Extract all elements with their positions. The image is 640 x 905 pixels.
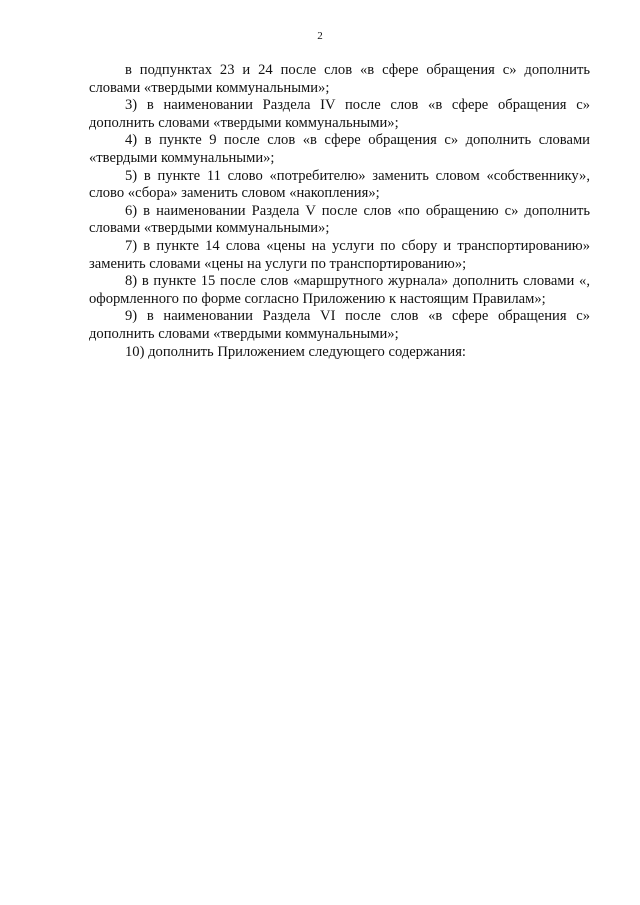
page-number: 2	[317, 30, 323, 42]
paragraph-item-3: 3) в наименовании Раздела IV после слов «в сфере обращения с» дополнить словами «твердыми коммунальными»;	[89, 97, 590, 131]
paragraph-item-10: 10) дополнить Приложением следующего содержания:	[125, 343, 466, 360]
document-body	[89, 62, 590, 361]
paragraph-item-9: 9) в наименовании Раздела VI после слов «в сфере обращения с» дополнить словами «твердыми коммунальными»;	[89, 308, 590, 342]
paragraph-item-6: 6) в наименовании Раздела V после слов «по обращению с» дополнить словами «твердыми коммунальными»;	[89, 202, 590, 237]
paragraph-item-4: 4) в пункте 9 после слов «в сфере обращения с» дополнить словами «твердыми коммунальными»;	[89, 132, 590, 166]
paragraph-item-7: 7) в пункте 14 слова «цены на услуги по сбору и транспортированию» заменить словами «цены на услуги по транспортированию»;	[89, 237, 590, 272]
paragraph-continuation: в подпунктах 23 и 24 после слов «в сфере обращения с» дополнить словами «твердыми коммунальными»;	[89, 62, 590, 96]
paragraph-item-8: 8) в пункте 15 после слов «маршрутного журнала» дополнить словами «, оформленного по форме согласно Приложению к настоящим Правилам»;	[89, 273, 590, 307]
paragraph-item-5: 5) в пункте 11 слово «потребителю» заменить словом «собственнику», слово «сбора» заменить словом «накопления»;	[89, 167, 590, 202]
